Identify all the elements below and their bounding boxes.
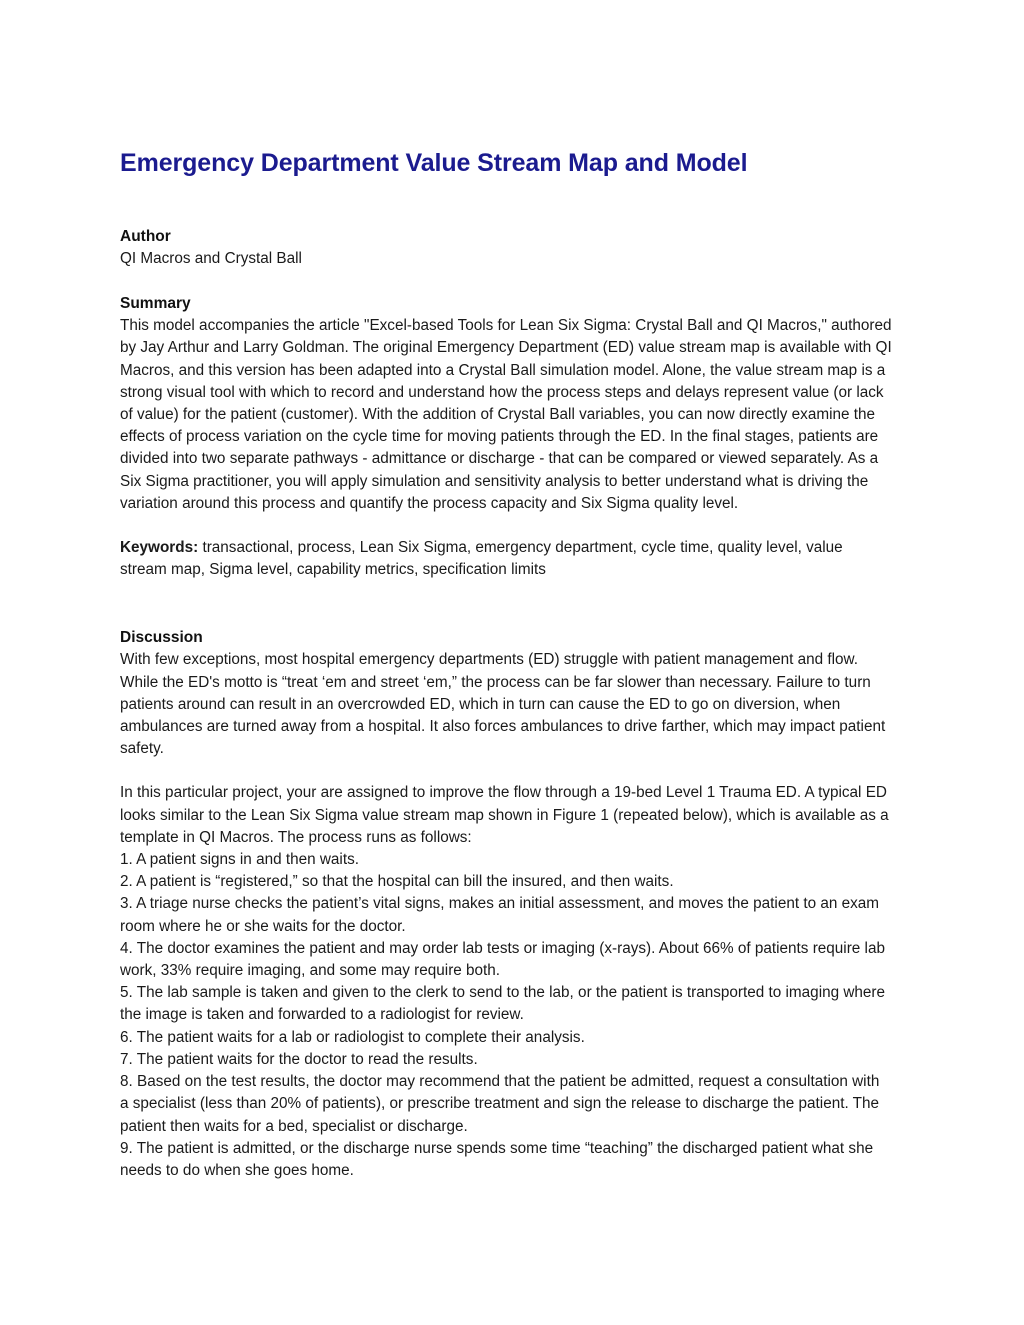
summary-section [120, 293, 892, 515]
process-steps-list [120, 849, 892, 1182]
spacer [120, 760, 892, 782]
keywords-label: Keywords: [120, 539, 199, 557]
discussion-paragraph-1: With few exceptions, most hospital emergency departments (ED) struggle with patient management and flow. While the ED's motto is “treat ‘em and street ‘em,” the process can be far slower than necessary. Failure to turn patients around can result in an overcrowded ED, which in turn can cause the ED to go on diversion, when ambulances are turned away from a hospital. It also forces ambulances to drive farther, which may impact patient safety. [120, 651, 886, 758]
process-step-4: 4. The doctor examines the patient and may order lab tests or imaging (x-rays). About 66% of patients require lab work, 33% require imaging, and some may require both. [120, 939, 885, 980]
spacer [120, 178, 892, 226]
keywords-line [120, 537, 892, 581]
spacer [120, 515, 892, 537]
author-section [120, 226, 892, 270]
discussion-heading: Discussion [120, 629, 203, 647]
discussion-section [120, 627, 892, 1182]
author-body: QI Macros and Crystal Ball [120, 250, 302, 267]
process-step-2: 2. A patient is “registered,” so that the hospital can bill the insured, and then waits. [120, 873, 674, 891]
document-content [120, 148, 892, 1182]
process-step-8: 8. Based on the test results, the doctor may recommend that the patient be admitted, request a consultation with a specialist (less than 20% of patients), or prescribe treatment and sign the release to discharge the patient. The patient then waits for a bed, specialist or discharge. [120, 1073, 880, 1135]
discussion-paragraph-2: In this particular project, your are assigned to improve the flow through a 19-bed Level 1 Trauma ED. A typical ED looks similar to the Lean Six Sigma value stream map shown in Figure 1 (repeated below), which is available as a template in QI Macros. The process runs as follows: [120, 784, 889, 846]
keywords-list: transactional, process, Lean Six Sigma, emergency department, cycle time, quality level, value stream map, Sigma level, capability metrics, specification limits [120, 539, 843, 579]
process-step-5: 5. The lab sample is taken and given to the clerk to send to the lab, or the patient is transported to imaging where the image is taken and forwarded to a radiologist for review. [120, 984, 886, 1024]
process-step-3: 3. A triage nurse checks the patient’s vital signs, makes an initial assessment, and moves the patient to an exam room where he or she waits for the doctor. [120, 895, 880, 935]
process-step-6: 6. The patient waits for a lab or radiologist to complete their analysis. [120, 1028, 585, 1046]
page-title: Emergency Department Value Stream Map and Model [120, 149, 748, 177]
spacer [120, 581, 892, 627]
spacer [120, 270, 892, 293]
summary-body: This model accompanies the article "Excel-based Tools for Lean Six Sigma: Crystal Ball and QI Macros," authored by Jay Arthur and Larry Goldman. The original Emergency Department (ED) value stream map is available with QI Macros, and this version has been adapted into a Crystal Ball simulation model. Alone, the value stream map is a strong visual tool with which to record and understand how the process steps and delays represent value (or lack of value) for the patient (customer). With the addition of Crystal Ball variables, you can now directly examine the effects of process variation on the cycle time for moving patients through the ED. In the final stages, patients are divided into two separate pathways - admittance or discharge - that can be compared or viewed separately. As a Six Sigma practitioner, you will apply simulation and sensitivity analysis to better understand what is driving the variation around this process and quantify the process capacity and Six Sigma quality level. [120, 317, 892, 512]
process-step-9: 9. The patient is admitted, or the discharge nurse spends some time “teaching” the discharged patient what she needs to do when she goes home. [120, 1139, 874, 1179]
process-step-7: 7. The patient waits for the doctor to read the results. [120, 1050, 478, 1068]
summary-heading: Summary [120, 295, 191, 313]
process-step-1: 1. A patient signs in and then waits. [120, 851, 359, 869]
author-heading: Author [120, 228, 171, 245]
